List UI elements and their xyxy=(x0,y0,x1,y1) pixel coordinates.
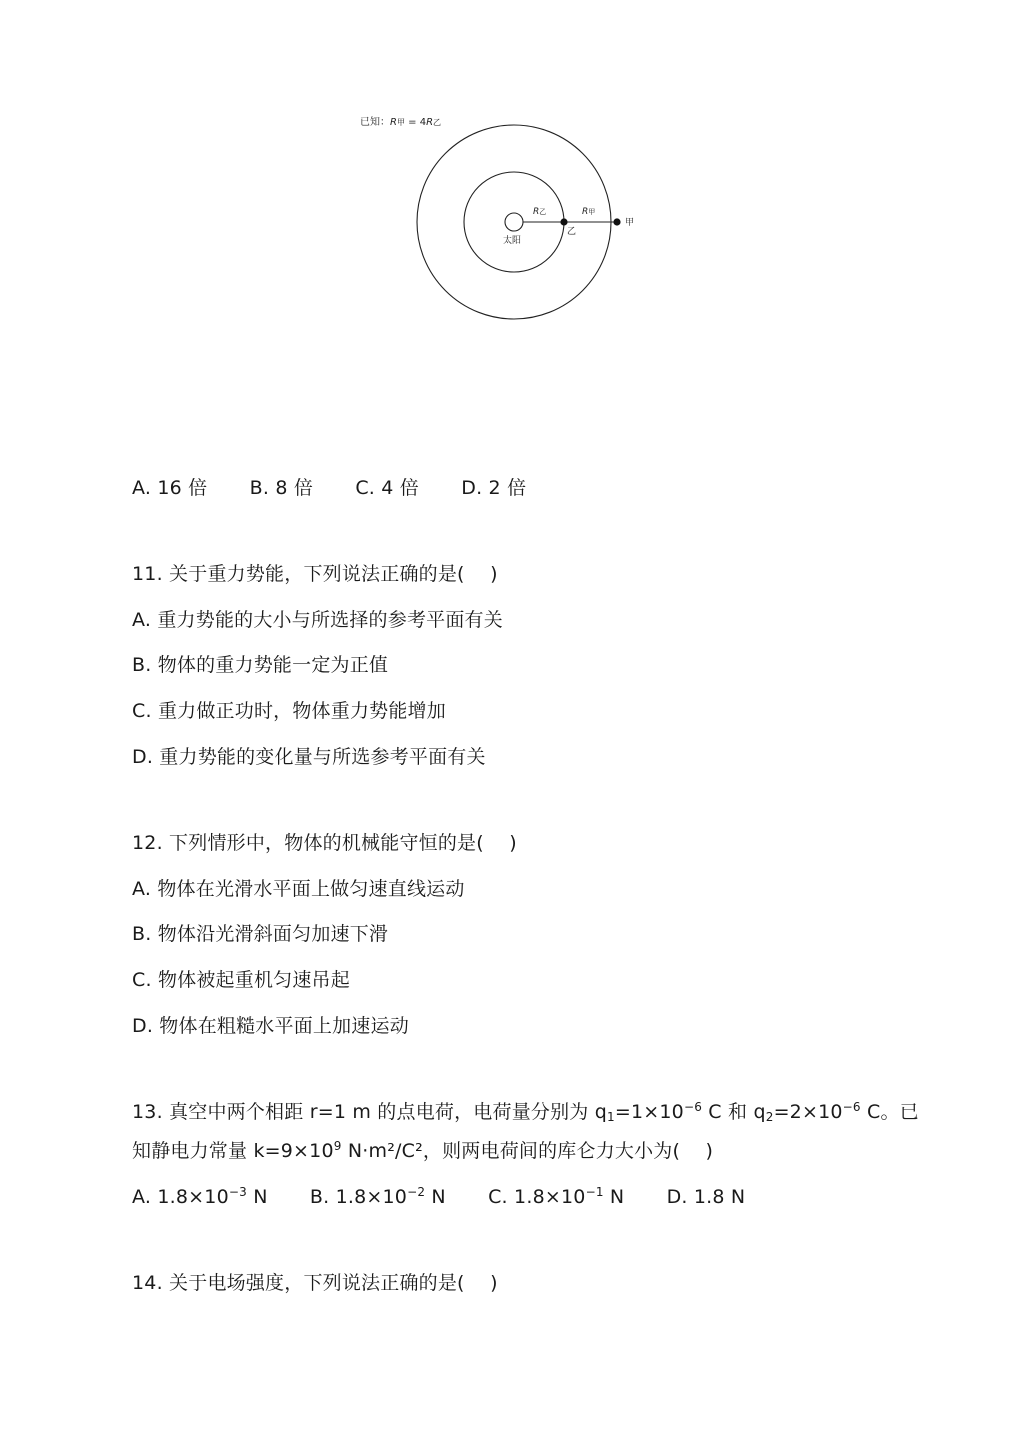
q13-choice-c[interactable]: C. $1.8\times 10^{-1}$ N xyxy=(488,1185,625,1208)
r-jia-label: R甲 xyxy=(582,207,596,217)
q13-choice-a[interactable]: A. $1.8\times 10^{-3}$ N xyxy=(132,1185,268,1208)
q11-option-d[interactable]: D. 重力势能的变化量与所选参考平面有关 xyxy=(132,746,486,768)
q12-option-b[interactable]: B. 物体沿光滑斜面匀加速下滑 xyxy=(132,923,389,945)
q12-option-c[interactable]: C. 物体被起重机匀速吊起 xyxy=(132,969,350,991)
q11-option-a[interactable]: A. 重力势能的大小与所选择的参考平面有关 xyxy=(132,609,503,631)
q11-stem: 11. 关于重力势能，下列说法正确的是( ) xyxy=(132,563,498,585)
q10-choice-a[interactable]: A. 16 倍 xyxy=(132,477,208,499)
q13-stem-line1: 13. 真空中两个相距 r=1 m 的点电荷，电荷量分别为 $q_1=1\times 10^{-6}$ C 和 $q_2=2\times 10^{-6}$ C。已 xyxy=(132,1100,919,1124)
jia-label: 甲 xyxy=(625,218,635,228)
q11-option-b[interactable]: B. 物体的重力势能一定为正值 xyxy=(132,654,389,676)
q13-choice-d[interactable]: D. 1.8 N xyxy=(666,1186,746,1208)
known-condition: 已知：R甲 = 4R乙 xyxy=(360,117,442,128)
r-yi-label: R乙 xyxy=(533,207,547,217)
sun-label: 太阳 xyxy=(503,236,522,246)
q10-choice-c[interactable]: C. 4 倍 xyxy=(355,477,419,499)
sun xyxy=(505,213,523,231)
planet-yi xyxy=(560,218,567,225)
q11-option-c[interactable]: C. 重力做正功时，物体重力势能增加 xyxy=(132,700,446,722)
q12-option-d[interactable]: D. 物体在粗糙水平面上加速运动 xyxy=(132,1015,409,1037)
q10-choices xyxy=(132,474,526,502)
q13-choices xyxy=(132,1183,745,1211)
q13-choice-b[interactable]: B. $1.8\times 10^{-2}$ N xyxy=(309,1185,446,1208)
q12-option-a[interactable]: A. 物体在光滑水平面上做匀速直线运动 xyxy=(132,878,465,900)
yi-label: 乙 xyxy=(567,227,577,237)
q13-stem-line2: 知静电力常量 $k=9\times 10^9$ N·m²/C²，则两电荷间的库仑力大小为( ) xyxy=(132,1139,714,1162)
q12-stem: 12. 下列情形中，物体的机械能守恒的是( ) xyxy=(132,832,517,854)
q10-choice-b[interactable]: B. 8 倍 xyxy=(249,477,314,499)
orbit-diagram xyxy=(350,108,670,340)
planet-jia xyxy=(613,218,620,225)
q14-stem: 14. 关于电场强度，下列说法正确的是( ) xyxy=(132,1272,498,1294)
q10-choice-d[interactable]: D. 2 倍 xyxy=(461,477,527,499)
